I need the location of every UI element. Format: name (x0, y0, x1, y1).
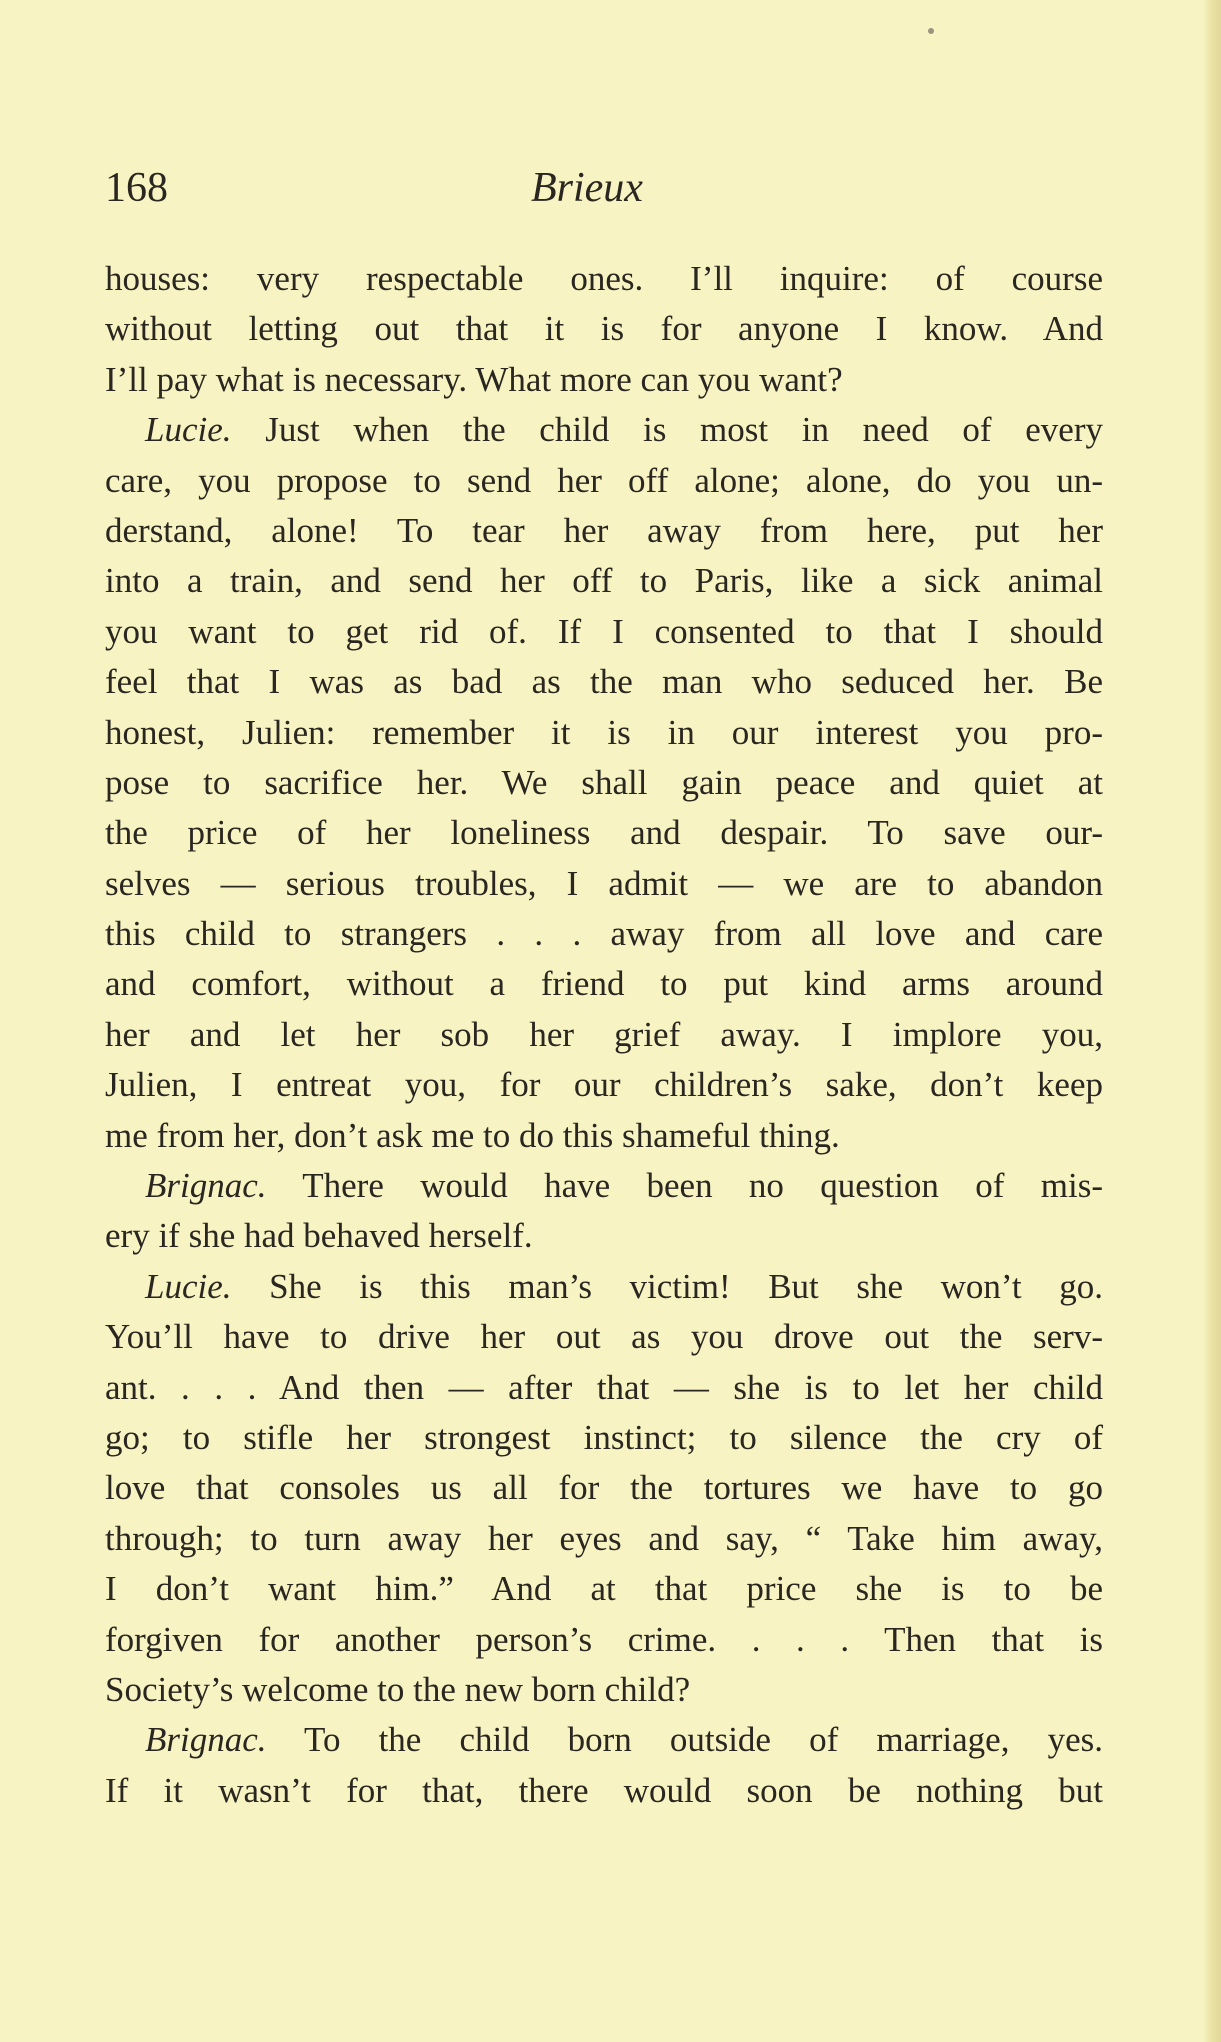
text-line (105, 1615, 1103, 1665)
line-text: derstand, alone! To tear her away from here, put her (105, 510, 1103, 550)
line-text: and comfort, without a friend to put kind arms around (105, 964, 1103, 1004)
line-text: care, you propose to send her off alone; alone, do you un- (105, 460, 1103, 500)
line-text: pose to sacrifice her. We shall gain peace and quiet at (105, 762, 1103, 802)
line-text: I don’t want him.” And at that price she is to be (105, 1569, 1103, 1609)
text-line (105, 1211, 1103, 1261)
line-text: If it wasn’t for that, there would soon be nothing but (105, 1770, 1103, 1810)
line-text: She is this man’s victim! But she won’t go. (269, 1266, 1104, 1306)
line-text: go; to stifle her strongest instinct; to silence the cry of (105, 1417, 1103, 1457)
running-title: Brieux (531, 165, 643, 211)
speaker-name: Brignac. (145, 1166, 267, 1206)
text-line (105, 1262, 1103, 1312)
text-line (105, 1111, 1103, 1161)
paper-speck (928, 28, 934, 34)
text-line (105, 405, 1103, 455)
line-text: ery if she had behaved herself. (105, 1216, 533, 1256)
line-text: ant. . . . And then — after that — she is to let her child (105, 1367, 1103, 1407)
page-header (105, 158, 1105, 218)
speaker-name: Lucie. (145, 1266, 232, 1306)
text-line (105, 456, 1103, 506)
line-text: I’ll pay what is necessary. What more can you want? (105, 359, 843, 399)
line-text: honest, Julien: remember it is in our interest you pro- (105, 712, 1103, 752)
text-line (105, 1363, 1103, 1413)
text-line (105, 808, 1103, 858)
line-text: this child to strangers . . . away from all love and care (105, 914, 1103, 954)
text-line (105, 758, 1103, 808)
text-line (105, 1060, 1103, 1110)
line-text: To the child born outside of marriage, yes. (304, 1720, 1103, 1760)
text-line (105, 657, 1103, 707)
line-text: Julien, I entreat you, for our children’s sake, don’t keep (105, 1065, 1103, 1105)
line-text: Society’s welcome to the new born child? (105, 1669, 691, 1709)
text-line (105, 556, 1103, 606)
text-line (105, 355, 1103, 405)
line-text: without letting out that it is for anyone I know. And (105, 309, 1103, 349)
text-line (105, 1413, 1103, 1463)
text-line (105, 1312, 1103, 1362)
text-line (105, 1564, 1103, 1614)
line-text: There would have been no question of mis- (302, 1166, 1103, 1206)
line-text: into a train, and send her off to Paris, like a sick animal (105, 561, 1103, 601)
page-edge (1203, 0, 1221, 2042)
page-number: 168 (105, 165, 168, 211)
text-line (105, 708, 1103, 758)
line-text: feel that I was as bad as the man who seduced her. Be (105, 662, 1103, 702)
text-line (105, 859, 1103, 909)
text-line (105, 1161, 1103, 1211)
text-line (105, 909, 1103, 959)
line-text: through; to turn away her eyes and say, “ Take him away, (105, 1518, 1103, 1558)
text-line (105, 1514, 1103, 1564)
speaker-name: Lucie. (145, 410, 232, 450)
text-line (105, 1010, 1103, 1060)
line-text: You’ll have to drive her out as you drove out the serv- (105, 1317, 1103, 1357)
line-text: the price of her loneliness and despair. To save our- (105, 813, 1103, 853)
text-line (105, 1463, 1103, 1513)
text-line (105, 1665, 1103, 1715)
line-text: love that consoles us all for the tortures we have to go (105, 1468, 1103, 1508)
text-line (105, 1715, 1103, 1765)
line-text: me from her, don’t ask me to do this shameful thing. (105, 1115, 840, 1155)
body-text (105, 254, 1103, 1816)
text-line (105, 1766, 1103, 1816)
text-line (105, 254, 1103, 304)
line-text: her and let her sob her grief away. I implore you, (105, 1014, 1103, 1054)
text-line (105, 304, 1103, 354)
line-text: forgiven for another person’s crime. . . . Then that is (105, 1619, 1103, 1659)
speaker-name: Brignac. (145, 1720, 267, 1760)
text-line (105, 607, 1103, 657)
line-text: Just when the child is most in need of every (265, 410, 1103, 450)
line-text: houses: very respectable ones. I’ll inquire: of course (105, 259, 1103, 298)
line-text: selves — serious troubles, I admit — we are to abandon (105, 863, 1103, 903)
text-line (105, 506, 1103, 556)
text-line (105, 959, 1103, 1009)
line-text: you want to get rid of. If I consented to that I should (105, 611, 1103, 651)
